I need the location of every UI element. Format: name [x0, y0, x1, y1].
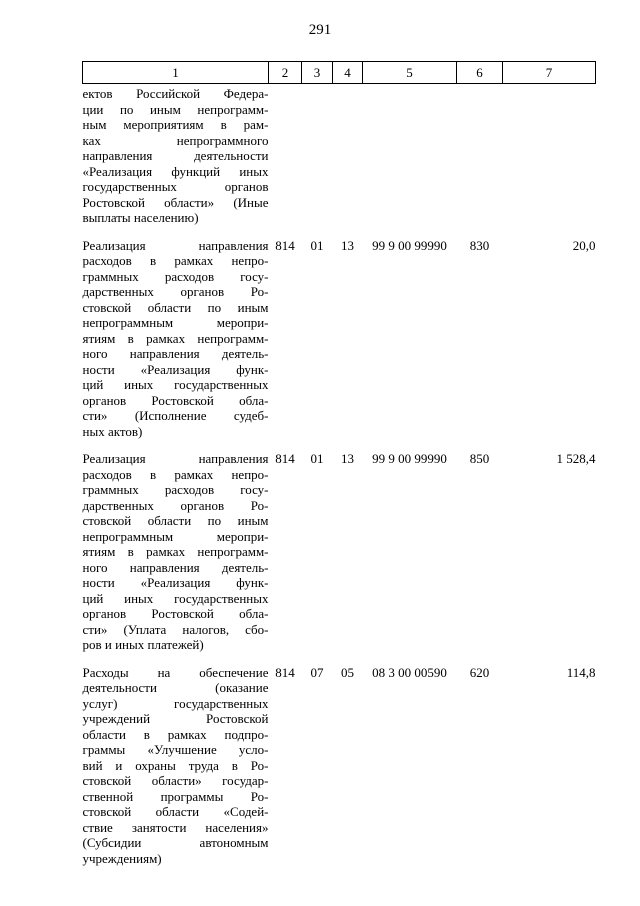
subsection-code: 13 [341, 451, 354, 466]
description-line: учреждениям) [82, 850, 162, 866]
table-row [83, 665, 596, 879]
description-line: расходов в рамках непро- [82, 253, 269, 268]
subsection-code: 05 [341, 664, 354, 680]
description-line: ственной программы Ро- [82, 788, 269, 804]
description-line: непрограммным меропри- [82, 528, 269, 544]
target-article-code: 08 3 00 00590 [372, 664, 447, 680]
ministry-code: 814 [275, 664, 295, 680]
section-code: 07 [310, 664, 324, 680]
description-line: ного направления деятель- [82, 346, 269, 361]
section-code: 01 [310, 451, 324, 466]
amount-value: 20,0 [572, 237, 596, 253]
description-line: ности «Реализация функ- [82, 575, 269, 590]
section-code: 01 [310, 237, 324, 253]
expense-description [83, 238, 269, 452]
amount-value: 114,8 [566, 664, 596, 680]
description-line: ным мероприятиям в рам- [82, 117, 269, 132]
target-article-code: 99 9 00 99990 [372, 451, 447, 466]
expense-type-code: 620 [469, 664, 490, 680]
description-line: Ростовской области» (Иные [82, 194, 269, 210]
description-line: услуг) государственных [82, 695, 269, 711]
description-line: ций иных государственных [82, 377, 269, 392]
target-article-code [363, 84, 457, 238]
description-line: Реализация направления [82, 451, 269, 466]
description-line: Реализация направления [82, 237, 269, 253]
description-line: ках непрограммного [82, 132, 269, 148]
description-line: государственных органов [82, 179, 269, 194]
description-line: сти» (Уплата налогов, сбо- [82, 621, 269, 637]
description-line: учреждений Ростовской [82, 711, 269, 726]
description-line: ных актов) [82, 423, 143, 439]
expense-description [83, 665, 269, 879]
description-line: (Субсидии автономным [82, 835, 269, 850]
description-line: деятельности (оказание [82, 680, 269, 695]
expense-type-code: 850 [469, 451, 490, 466]
description-line: вий и охраны труда в Ро- [82, 757, 269, 773]
description-line: ствие занятости населения» [82, 819, 269, 835]
description-line: «Реализация функций иных [82, 163, 269, 179]
table-row [83, 238, 596, 452]
ministry-code [269, 84, 302, 238]
description-line: ций иных государственных [82, 590, 269, 606]
description-line: ции по иным непрограмм- [82, 101, 269, 117]
section-code [302, 84, 333, 238]
description-line: ятиям в рамках непрограмм- [82, 544, 269, 559]
description-line: ности «Реализация функ- [82, 361, 269, 377]
subsection-code: 13 [341, 237, 354, 253]
description-line: ров и иных платежей) [82, 637, 204, 652]
header-col-4: 4 [333, 62, 363, 84]
description-line: ектов Российской Федера- [82, 86, 269, 101]
amount-value: 1 528,4 [556, 451, 596, 466]
description-line: граммных расходов госу- [82, 482, 269, 497]
page-number: 291 [308, 22, 332, 38]
header-col-3: 3 [302, 62, 333, 84]
description-line: Расходы на обеспечение [82, 664, 269, 680]
description-line: сти» (Исполнение судеб- [82, 408, 269, 423]
target-article-code: 99 9 00 99990 [372, 237, 447, 253]
header-row [83, 62, 596, 84]
description-line: расходов в рамках непро- [82, 466, 269, 482]
description-line: органов Ростовской обла- [82, 392, 269, 408]
description-line: органов Ростовской обла- [82, 606, 269, 621]
header-col-1: 1 [83, 62, 269, 84]
table-row [83, 84, 596, 238]
description-line: дарственных органов Ро- [82, 284, 269, 299]
description-line: граммных расходов госу- [82, 268, 269, 284]
description-line: дарственных органов Ро- [82, 497, 269, 513]
table-body [83, 84, 596, 879]
description-line: выплаты населению) [82, 210, 199, 225]
header-col-6: 6 [457, 62, 503, 84]
description-line: ятиям в рамках непрограмм- [82, 330, 269, 346]
expense-type-code: 830 [469, 237, 490, 253]
header-col-7: 7 [503, 62, 596, 84]
header-col-2: 2 [269, 62, 302, 84]
description-line: стовской области по иным [82, 513, 269, 528]
expense-description [83, 451, 269, 665]
ministry-code: 814 [275, 451, 295, 466]
expense-description [83, 84, 269, 238]
description-line: стовской области «Содей- [82, 804, 269, 819]
ministry-code: 814 [275, 237, 295, 253]
expense-type-code [457, 84, 503, 238]
budget-table [82, 61, 596, 878]
subsection-code [333, 84, 363, 238]
description-line: области в рамках подпро- [82, 726, 269, 742]
description-line: направления деятельности [82, 148, 269, 163]
description-line: ного направления деятель- [82, 559, 269, 575]
table-row [83, 451, 596, 665]
amount-value [503, 84, 596, 238]
description-line: граммы «Улучшение усло- [82, 742, 269, 757]
header-col-5: 5 [363, 62, 457, 84]
description-line: стовской области по иным [82, 299, 269, 315]
description-line: стовской области» государ- [82, 773, 269, 788]
description-line: непрограммным меропри- [82, 315, 269, 330]
